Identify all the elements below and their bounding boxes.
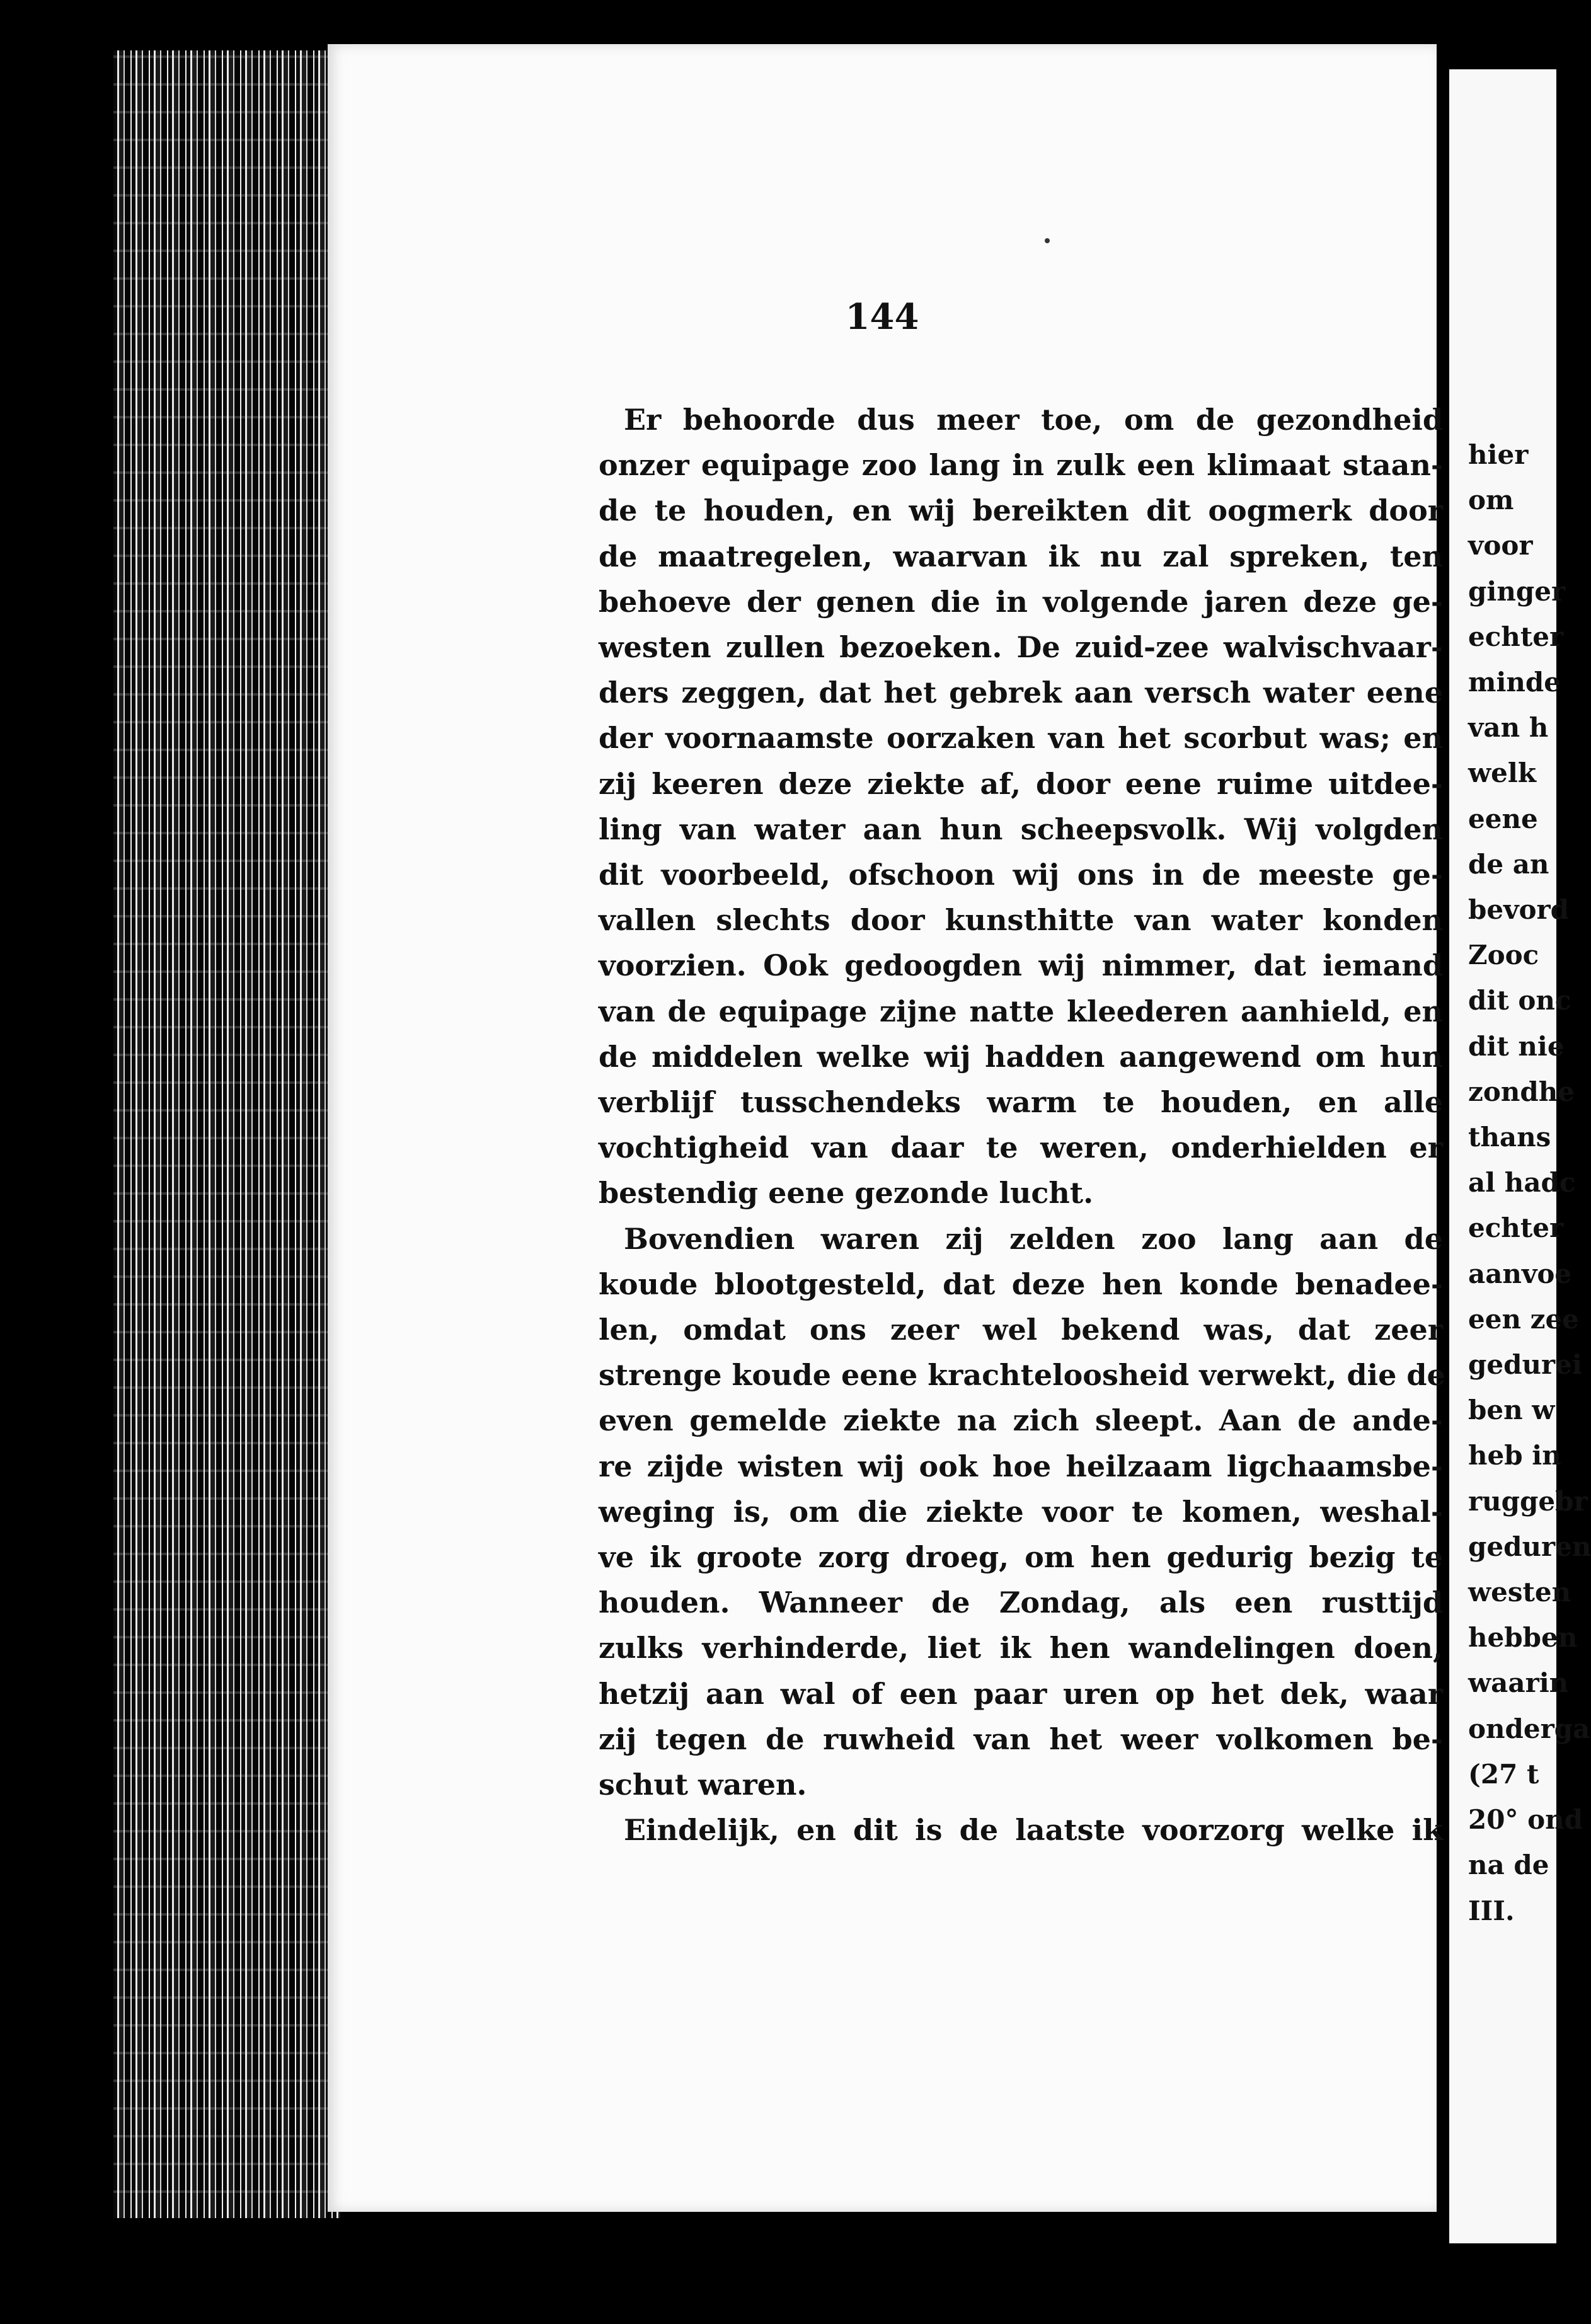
text-line: Er behoorde dus meer toe, om de gezondheid — [624, 403, 1443, 437]
text-line: behoeve der genen die in volgende jaren deze ge- — [599, 584, 1443, 619]
facing-line: III. — [1468, 1895, 1515, 1926]
facing-line: ben w — [1468, 1395, 1555, 1426]
facing-line: aanvoe — [1468, 1258, 1572, 1289]
text-line: dit voorbeeld, ofschoon wij ons in de meeste ge- — [599, 858, 1443, 892]
text-line: vochtigheid van daar te weren, onderhielden er — [599, 1130, 1443, 1165]
text-line: schut waren. — [599, 1768, 807, 1802]
text-line: houden. Wanneer de Zondag, als een rusttijd — [599, 1585, 1443, 1620]
text-line: weging is, om die ziekte voor te komen, weshal- — [599, 1494, 1443, 1529]
facing-line: (27 t — [1468, 1758, 1539, 1790]
text-line: len, omdat ons zeer wel bekend was, dat zeer — [599, 1313, 1443, 1347]
facing-line: dit nie — [1468, 1030, 1565, 1062]
text-line: westen zullen bezoeken. De zuid-zee walvischvaar- — [599, 630, 1443, 665]
facing-line: eene — [1468, 803, 1538, 834]
facing-line: echter — [1468, 1212, 1564, 1244]
text-line: de maatregelen, waarvan ik nu zal spreken, ten — [599, 539, 1443, 573]
facing-line: Zooc — [1468, 940, 1539, 971]
facing-line: de an — [1468, 848, 1549, 880]
facing-page-fragment — [1449, 69, 1591, 2243]
text-line: ders zeggen, dat het gebrek aan versch water eene — [599, 676, 1443, 710]
page-number: 144 — [845, 296, 919, 338]
text-line: voorzien. Ook gedoogden wij nimmer, dat iemand — [599, 948, 1443, 983]
facing-page-text — [1468, 432, 1591, 1934]
facing-line: zondhe — [1468, 1076, 1575, 1107]
facing-line: thans — [1468, 1122, 1551, 1153]
text-line: vallen slechts door kunsthitte van water konden — [599, 903, 1443, 938]
facing-line: na de — [1468, 1849, 1549, 1881]
text-line: zij keeren deze ziekte af, door eene ruime uitdee- — [599, 766, 1443, 801]
left-page — [328, 44, 1445, 2212]
facing-line: hebben — [1468, 1622, 1578, 1654]
facing-line: hier — [1468, 439, 1529, 470]
text-line: verblijf tusschendeks warm te houden, en alle — [599, 1085, 1443, 1120]
text-line: der voornaamste oorzaken van het scorbut was; en — [599, 721, 1443, 756]
facing-line: ruggebr — [1468, 1485, 1588, 1517]
facing-line: waarin — [1468, 1667, 1569, 1699]
text-line: ve ik groote zorg droeg, om hen gedurig bezig te — [599, 1540, 1443, 1575]
facing-line: van h — [1468, 712, 1549, 744]
text-line: even gemelde ziekte na zich sleept. Aan de ande- — [599, 1403, 1443, 1438]
body-text — [599, 397, 1443, 1853]
ink-speck — [1045, 238, 1050, 243]
text-line: zij tegen de ruwheid van het weer volkomen be- — [599, 1722, 1443, 1756]
facing-line: welk — [1468, 757, 1536, 789]
facing-line: ginger — [1468, 575, 1566, 607]
facing-line: onderga — [1468, 1713, 1590, 1744]
text-line: Bovendien waren zij zelden zoo lang aan de — [624, 1221, 1443, 1256]
facing-line: al hadc — [1468, 1167, 1576, 1199]
facing-line: een zee — [1468, 1303, 1579, 1335]
text-line: de te houden, en wij bereikten dit oogmerk door — [599, 493, 1443, 528]
facing-line: minde — [1468, 667, 1561, 698]
text-line: de middelen welke wij hadden aangewend om hun — [599, 1039, 1443, 1074]
text-line: onzer equipage zoo lang in zulk een klimaat staan- — [599, 448, 1443, 483]
text-line: hetzij aan wal of een paar uren op het dek, waar — [599, 1676, 1443, 1711]
text-line: Eindelijk, en dit is de laatste voorzorg welke ik — [624, 1813, 1443, 1848]
text-line: van de equipage zijne natte kleederen aanhield, en — [599, 994, 1443, 1028]
facing-line: echter — [1468, 621, 1564, 652]
text-line: zulks verhinderde, liet ik hen wandelingen doen, — [599, 1631, 1443, 1665]
facing-line: om — [1468, 485, 1514, 516]
text-line: bestendig eene gezonde lucht. — [599, 1176, 1094, 1211]
facing-line: bevord — [1468, 894, 1570, 926]
page-stack-edge — [113, 50, 340, 2218]
text-line: koude blootgesteld, dat deze hen konde benadee- — [599, 1267, 1443, 1301]
facing-line: heb in — [1468, 1440, 1561, 1471]
facing-line: dit onc — [1468, 985, 1571, 1016]
facing-line: 20° ond — [1468, 1804, 1583, 1836]
text-line: ling van water aan hun scheepsvolk. Wij volgden — [599, 812, 1443, 846]
facing-line: voor — [1468, 530, 1533, 561]
text-line: re zijde wisten wij ook hoe heilzaam ligchaamsbe- — [599, 1449, 1443, 1483]
facing-line: gedurei — [1468, 1349, 1582, 1381]
text-line: strenge koude eene krachteloosheid verwekt, die de — [599, 1358, 1445, 1393]
facing-line: westen — [1468, 1577, 1571, 1608]
facing-line: geduren — [1468, 1531, 1591, 1562]
